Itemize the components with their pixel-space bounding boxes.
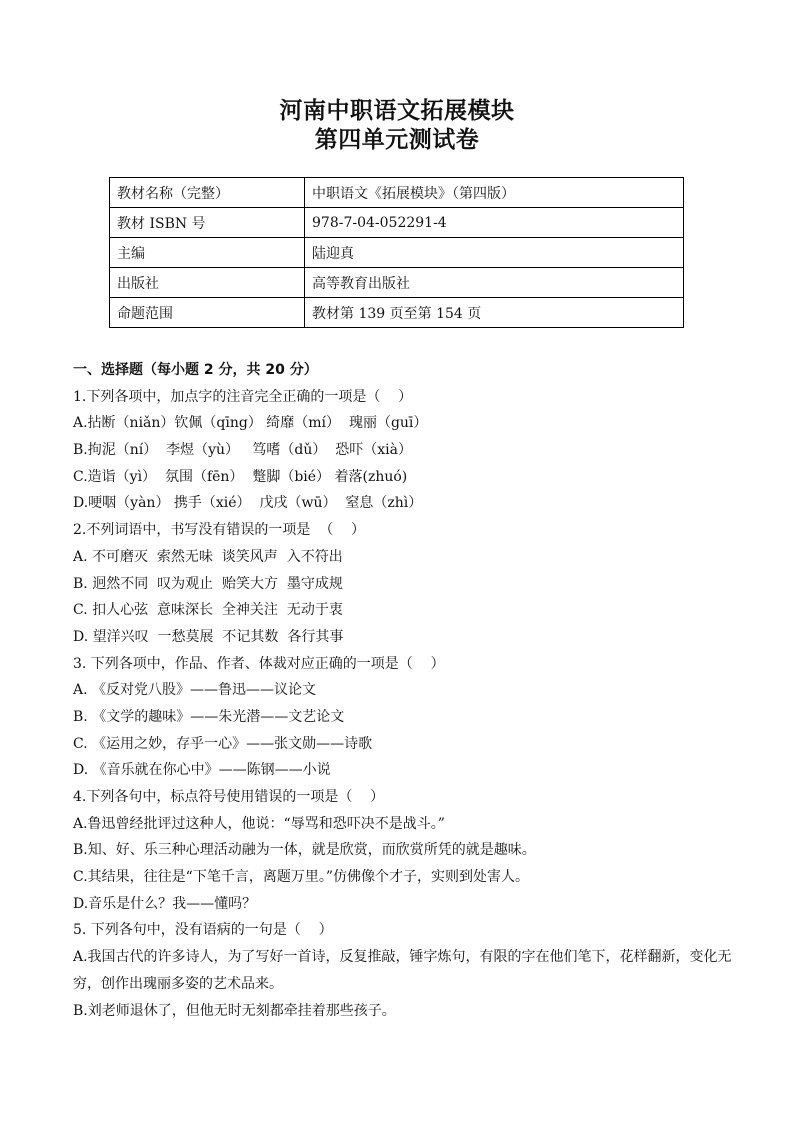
option-b: B.刘老师退休了，但他无时无刻都牵挂着那些孩子。 — [73, 1002, 396, 1019]
option-c: C.造诣（yì） 氛围（fēn） 蹩脚（bié） 着落(zhuó) — [73, 468, 408, 485]
option-b: B. 迥然不同 叹为观止 贻笑大方 墨守成规 — [73, 575, 343, 592]
section-heading: 一、选择题（每小题 2 分，共 20 分） — [73, 362, 318, 378]
question-stem: 2.不列词语中，书写没有错误的一项是 （ ） — [73, 522, 366, 539]
info-label: 教材名称（完整） — [110, 178, 305, 208]
info-label: 教材 ISBN 号 — [110, 208, 305, 238]
info-label: 主编 — [110, 238, 305, 268]
option-c: C. 扣人心弦 意味深长 全神关注 无动于衷 — [73, 602, 343, 619]
option-c: C. 《运用之妙，存乎一心》——张文勋——诗歌 — [73, 735, 373, 752]
info-value: 中职语文《拓展模块》（第四版） — [305, 178, 684, 208]
info-value: 教材第 139 页至第 154 页 — [305, 298, 684, 328]
option-a: A.拈断（niǎn）钦佩（qīng） 绮靡（mí） 瑰丽（guī） — [73, 415, 428, 432]
option-b: B.拘泥（ní） 李煜（yù） 笃嗜（dǔ） 恐吓（xià） — [73, 442, 413, 459]
option-d: D. 望洋兴叹 一愁莫展 不记其数 各行其事 — [73, 628, 344, 645]
textbook-info-table — [109, 177, 684, 328]
question-stem: 1.下列各项中，加点字的注音完全正确的一项是（ ） — [73, 388, 413, 405]
option-d: D.音乐是什么？我——懂吗？ — [73, 895, 257, 912]
info-value: 高等教育出版社 — [305, 268, 684, 298]
option-b: B. 《文学的趣味》——朱光潜——文艺论文 — [73, 708, 345, 725]
document-title: 河南中职语文拓展模块 — [279, 98, 515, 124]
option-b: B.知、好、乐三种心理活动融为一体，就是欣赏，而欣赏所凭的就是趣味。 — [73, 842, 536, 859]
info-label: 命题范围 — [110, 298, 305, 328]
table-row — [110, 178, 684, 208]
option-a: A. 《反对党八股》——鲁迅——议论文 — [73, 682, 317, 699]
option-d: D. 《音乐就在你心中》——陈钢——小说 — [73, 762, 331, 779]
question-stem: 4.下列各句中，标点符号使用错误的一项是（ ） — [73, 789, 385, 805]
option-a: A. 不可磨灭 索然无味 谈笑风声 入不符出 — [73, 548, 343, 565]
option-d: D.哽咽（yàn） 携手（xié） 戊戌（wū） 窒息（zhì） — [73, 495, 423, 512]
info-label: 出版社 — [110, 268, 305, 298]
question-stem: 5. 下列各句中，没有语病的一句是（ ） — [73, 922, 333, 939]
option-a: A.鲁迅曾经批评过这种人，他说：“辱骂和恐吓决不是战斗。” — [73, 815, 445, 832]
question-section — [73, 357, 733, 1024]
option-c: C.其结果，往往是“下笔千言，离题万里。”仿佛像个才子，实则到处害人。 — [73, 869, 529, 886]
table-row — [110, 208, 684, 238]
info-value: 978-7-04-052291-4 — [305, 208, 684, 238]
table-row — [110, 268, 684, 298]
option-a: A.我国古代的许多诗人，为了写好一首诗，反复推敲，锤字炼句，有限的字在他们笔下，花样翻新，变化无穷，创作出瑰丽多姿的艺术品来。 — [73, 949, 732, 992]
document-subtitle: 第四单元测试卷 — [314, 127, 480, 153]
table-row — [110, 238, 684, 268]
table-row — [110, 298, 684, 328]
info-value: 陆迎真 — [305, 238, 684, 268]
question-stem: 3. 下列各项中，作品、作者、体裁对应正确的一项是（ ） — [73, 655, 445, 672]
